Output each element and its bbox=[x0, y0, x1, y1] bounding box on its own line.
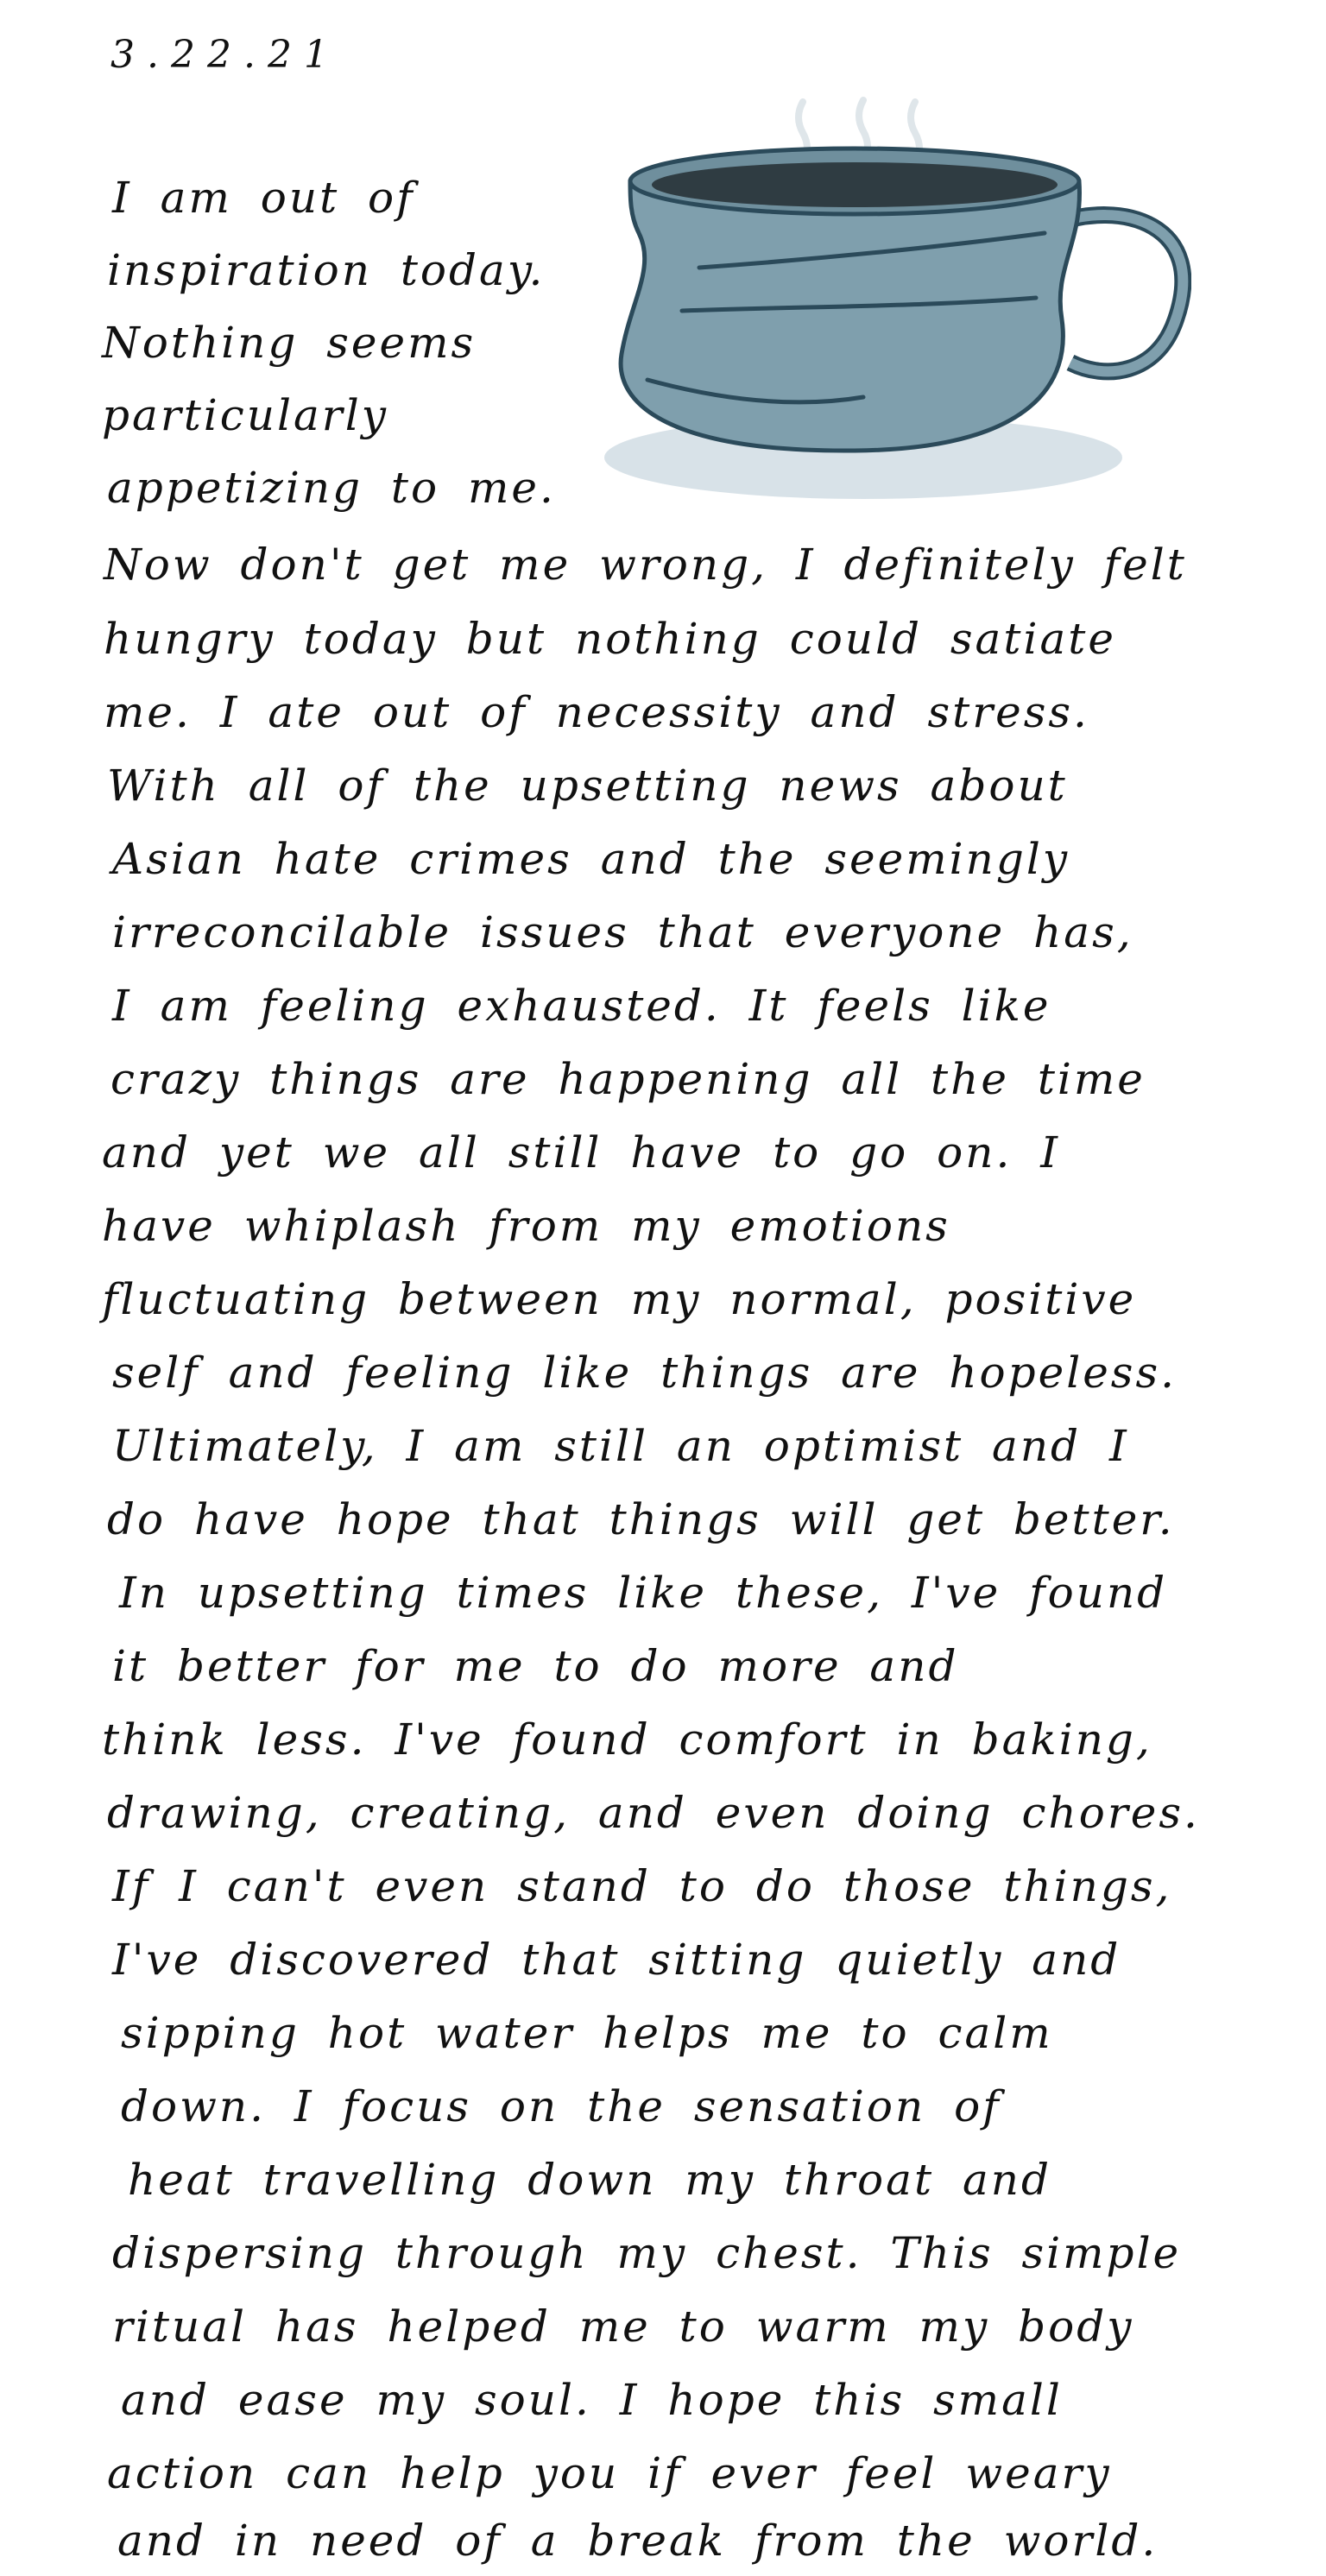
mug-icon bbox=[604, 95, 1191, 501]
entry-line: crazy things are happening all the time bbox=[110, 1054, 1146, 1104]
entry-line: down. I focus on the sensation of bbox=[121, 2081, 1001, 2131]
entry-line: action can help you if ever feel weary bbox=[107, 2448, 1112, 2498]
entry-line: and yet we all still have to go on. I bbox=[102, 1127, 1060, 1178]
entry-line: fluctuating between my normal, positive bbox=[102, 1274, 1137, 1324]
entry-line: it better for me to do more and bbox=[112, 1641, 959, 1691]
entry-line: If I can't even stand to do those things, bbox=[112, 1861, 1172, 1911]
entry-line: Now don't get me wrong, I definitely felt bbox=[104, 540, 1187, 590]
entry-line: I am feeling exhausted. It feels like bbox=[112, 981, 1051, 1031]
entry-line: Nothing seems bbox=[102, 318, 477, 368]
entry-line: irreconcilable issues that everyone has, bbox=[112, 907, 1133, 957]
entry-line: particularly bbox=[102, 390, 388, 440]
entry-line: Asian hate crimes and the seemingly bbox=[112, 834, 1070, 884]
entry-line: I've discovered that sitting quietly and bbox=[112, 1935, 1121, 1985]
entry-date: 3.22.21 bbox=[110, 33, 340, 77]
entry-line: In upsetting times like these, I've found bbox=[119, 1568, 1168, 1618]
entry-line: Ultimately, I am still an optimist and I bbox=[112, 1421, 1129, 1471]
entry-line: dispersing through my chest. This simple bbox=[112, 2228, 1182, 2278]
entry-line: ritual has helped me to warm my body bbox=[112, 2301, 1134, 2352]
entry-line: me. I ate out of necessity and stress. bbox=[104, 687, 1089, 737]
entry-line: and ease my soul. I hope this small bbox=[121, 2375, 1063, 2425]
entry-line: sipping hot water helps me to calm bbox=[121, 2008, 1053, 2058]
entry-line: appetizing to me. bbox=[107, 463, 556, 513]
entry-line: inspiration today. bbox=[107, 245, 546, 295]
entry-line: heat travelling down my throat and bbox=[128, 2155, 1051, 2205]
entry-line: I am out of bbox=[112, 173, 415, 223]
entry-line: With all of the upsetting news about bbox=[107, 761, 1068, 811]
entry-line: hungry today but nothing could satiate bbox=[104, 614, 1116, 664]
entry-line: think less. I've found comfort in baking, bbox=[102, 1714, 1152, 1765]
entry-line: drawing, creating, and even doing chores. bbox=[107, 1788, 1200, 1838]
entry-line: have whiplash from my emotions bbox=[102, 1201, 950, 1251]
entry-line: and in need of a break from the world. bbox=[117, 2516, 1159, 2566]
entry-line: do have hope that things will get better. bbox=[107, 1494, 1175, 1544]
entry-line: self and feeling like things are hopeless. bbox=[112, 1348, 1178, 1398]
